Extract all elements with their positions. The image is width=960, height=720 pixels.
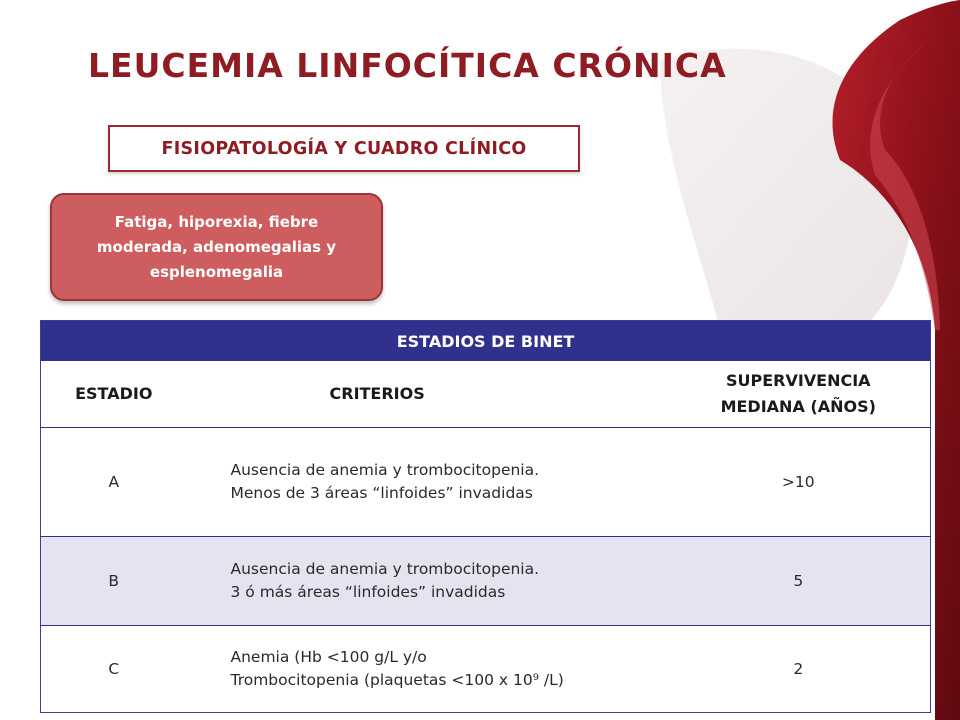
survival-cell: 2 [793,660,804,678]
slide-title: LEUCEMIA LINFOCÍTICA CRÓNICA [88,46,727,85]
column-header-criteria: CRITERIOS [187,361,667,428]
section-label: FISIOPATOLOGÍA Y CUADRO CLÍNICO [161,138,527,159]
survival-cell: 5 [667,537,931,626]
stage-cell: B [41,537,187,626]
stage-cell: C [108,660,120,678]
column-header-survival [667,361,931,428]
table-title-row [41,321,931,362]
section-label-box [108,125,580,172]
survival-cell: >10 [667,428,931,537]
criteria-line: 3 ó más áreas “linfoides” invadidas [230,583,506,601]
criteria-cell [187,537,667,626]
survival-header-line2: MEDIANA (AÑOS) [720,397,876,416]
column-header-stage: ESTADIO [41,361,187,428]
symptoms-box [50,193,383,301]
table-row [41,428,931,537]
table-title: ESTADIOS DE BINET [41,321,931,362]
criteria-cell [187,428,667,537]
table-header-row [41,361,931,428]
stage-cell: A [41,428,187,537]
table-row [41,626,931,713]
criteria-line: Ausencia de anemia y trombocitopenia. [230,461,540,479]
survival-header-line1: SUPERVIVENCIA [725,371,871,390]
table-row [41,537,931,626]
criteria-line: Ausencia de anemia y trombocitopenia. [230,560,540,578]
criteria-line: Menos de 3 áreas “linfoides” invadidas [230,484,533,502]
criteria-line: Anemia (Hb <100 g/L y/o [230,648,427,666]
binet-stages-table [40,320,931,713]
criteria-cell [187,626,667,713]
criteria-line: Trombocitopenia (plaquetas <100 x 10⁹ /L) [230,671,564,689]
symptoms-text: Fatiga, hiporexia, fiebre moderada, adenomegalias y esplenomegalia [96,212,337,281]
